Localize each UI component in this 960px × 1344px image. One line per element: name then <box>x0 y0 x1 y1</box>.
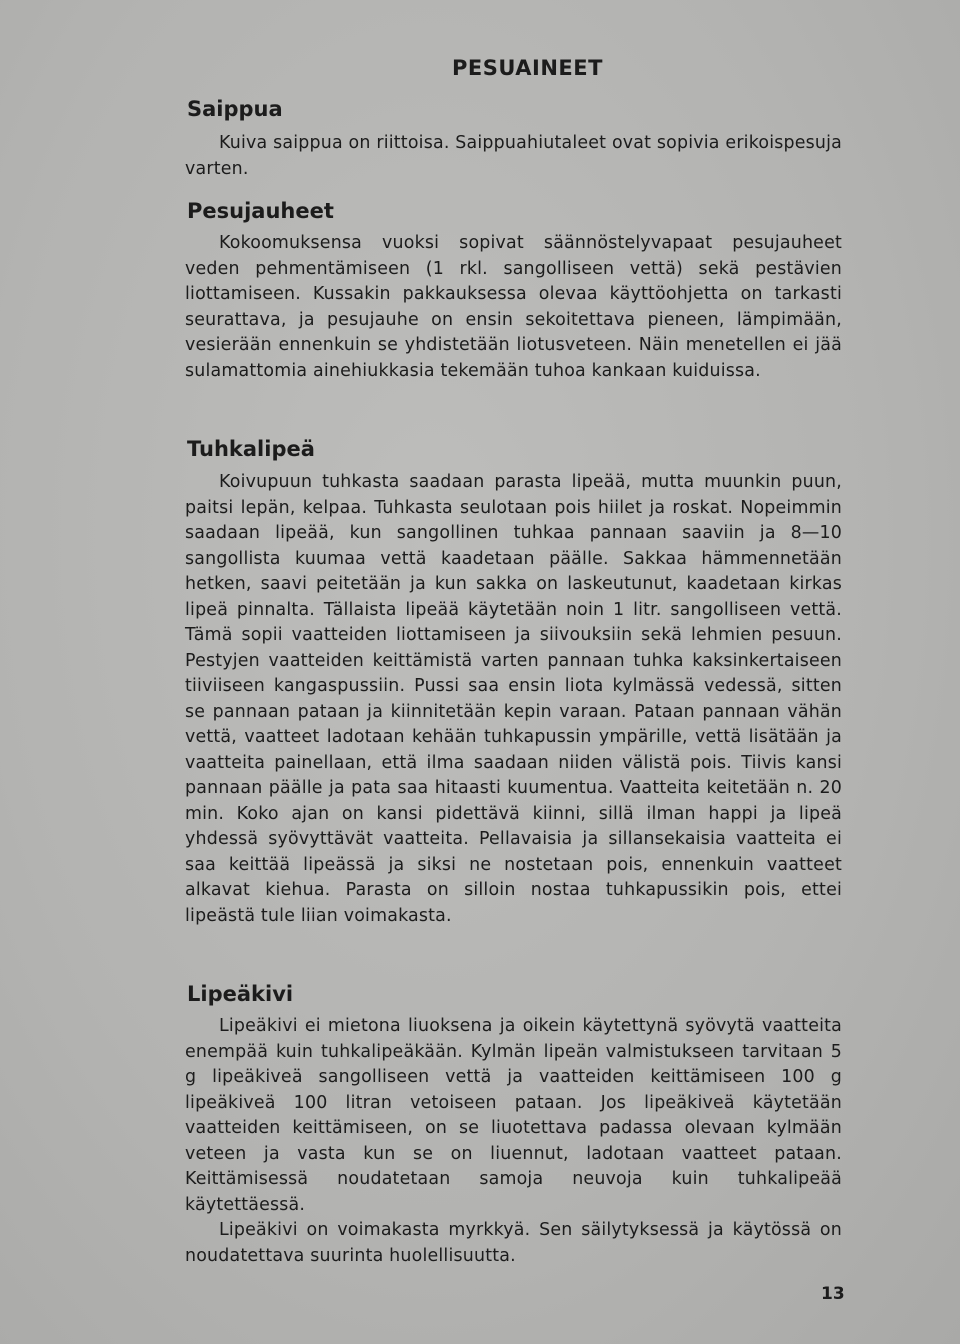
heading-pesujauheet: Pesujauheet <box>187 199 334 223</box>
page-title: PESUAINEET <box>452 56 603 80</box>
heading-tuhkalipea: Tuhkalipeä <box>187 437 315 461</box>
paragraph-lipeakivi-1: Lipeäkivi ei mietona liuoksena ja oikein käytettynä syövytä vaatteita enempää kuin tuhkalipeäkään. Kylmän lipeän valmistukseen tarvitaan 5 g lipeäkiveä sangolliseen vettä ja vaatteiden keittämiseen 100 g lipeäkiveä 100 litran vetoiseen pataan. Jos lipeäkiveä käytetään vaatteiden keittämiseen, on se liuotettava padassa olevaan kylmään veteen ja vasta kun se on liuennut, ladotaan vaatteet pataan. Keittämisessä noudatetaan samoja neuvoja kuin tuhkalipeää käytettäessä. <box>185 1016 842 1215</box>
page-number: 13 <box>821 1284 845 1304</box>
paragraph-pesujauheet: Kokoomuksensa vuoksi sopivat säännöstelyvapaat pesujauheet veden pehmentämiseen (1 rkl. sangolliseen vettä) sekä pestävien liottamiseen. Kussakin pakkauksessa olevaa käyttöohjetta on tarkasti seurattava, ja pesujauhe on ensin sekoitettava pieneen, lämpimään, vesierään ennenkuin se yhdistetään liotusveteen. Näin menetellen ei jää sulamattomia ainehiukkasia tekemään tuhoa kankaan kuiduissa. <box>185 233 842 381</box>
heading-saippua: Saippua <box>187 97 283 121</box>
paragraph-saippua: Kuiva saippua on riittoisa. Saippuahiutaleet ovat sopivia erikoispesuja varten. <box>185 133 842 179</box>
paragraph-tuhkalipea: Koivupuun tuhkasta saadaan parasta lipeää, mutta muunkin puun, paitsi lepän, kelpaa. Tuhkasta seulotaan pois hiilet ja roskat. Nopeimmin saadaan lipeää, kun sangollinen tuhkaa pannaan saaviin ja 8—10 sangollista kuumaa vettä kaadetaan päälle. Sakkaa hämmennetään hetken, saavi peitetään ja kun sakka on laskeutunut, kaadetaan kirkas lipeä pinnalta. Tällaista lipeää käytetään noin 1 litr. sangolliseen vettä. Tämä sopii vaatteiden liottamiseen ja siivouksiin sekä lehmien pesuun. Pestyjen vaatteiden keittämistä varten pannaan tuhka kaksinkertaiseen tiiviiseen kangaspussiin. Pussi saa ensin liota kylmässä vedessä, sitten se pannaan pataan ja kiinnitetään kepin varaan. Pataan pannaan vähän vettä, vaatteet ladotaan kehään tuhkapussin ympärille, vettä lisätään ja vaatteita painellaan, että ilma saadaan niiden välistä pois. Tiivis kansi pannaan päälle ja pata saa hitaasti kuumentua. Vaatteita keitetään n. 20 min. Koko ajan on kansi pidettävä kiinni, sillä ilman happi ja lipeä yhdessä syövyttävät vaatteita. Pellavaisia ja sillansekaisia vaatteita ei saa keittää lipeässä ja siksi ne nostetaan pois, ennenkuin vaatteet alkavat kiehua. Parasta on silloin nostaa tuhkapussikin pois, ettei lipeästä tule liian voimakasta. <box>185 472 842 926</box>
heading-lipeakivi: Lipeäkivi <box>187 982 294 1006</box>
paragraph-lipeakivi-2: Lipeäkivi on voimakasta myrkkyä. Sen säilytyksessä ja käytössä on noudatettava suurinta huolellisuutta. <box>185 1220 842 1266</box>
